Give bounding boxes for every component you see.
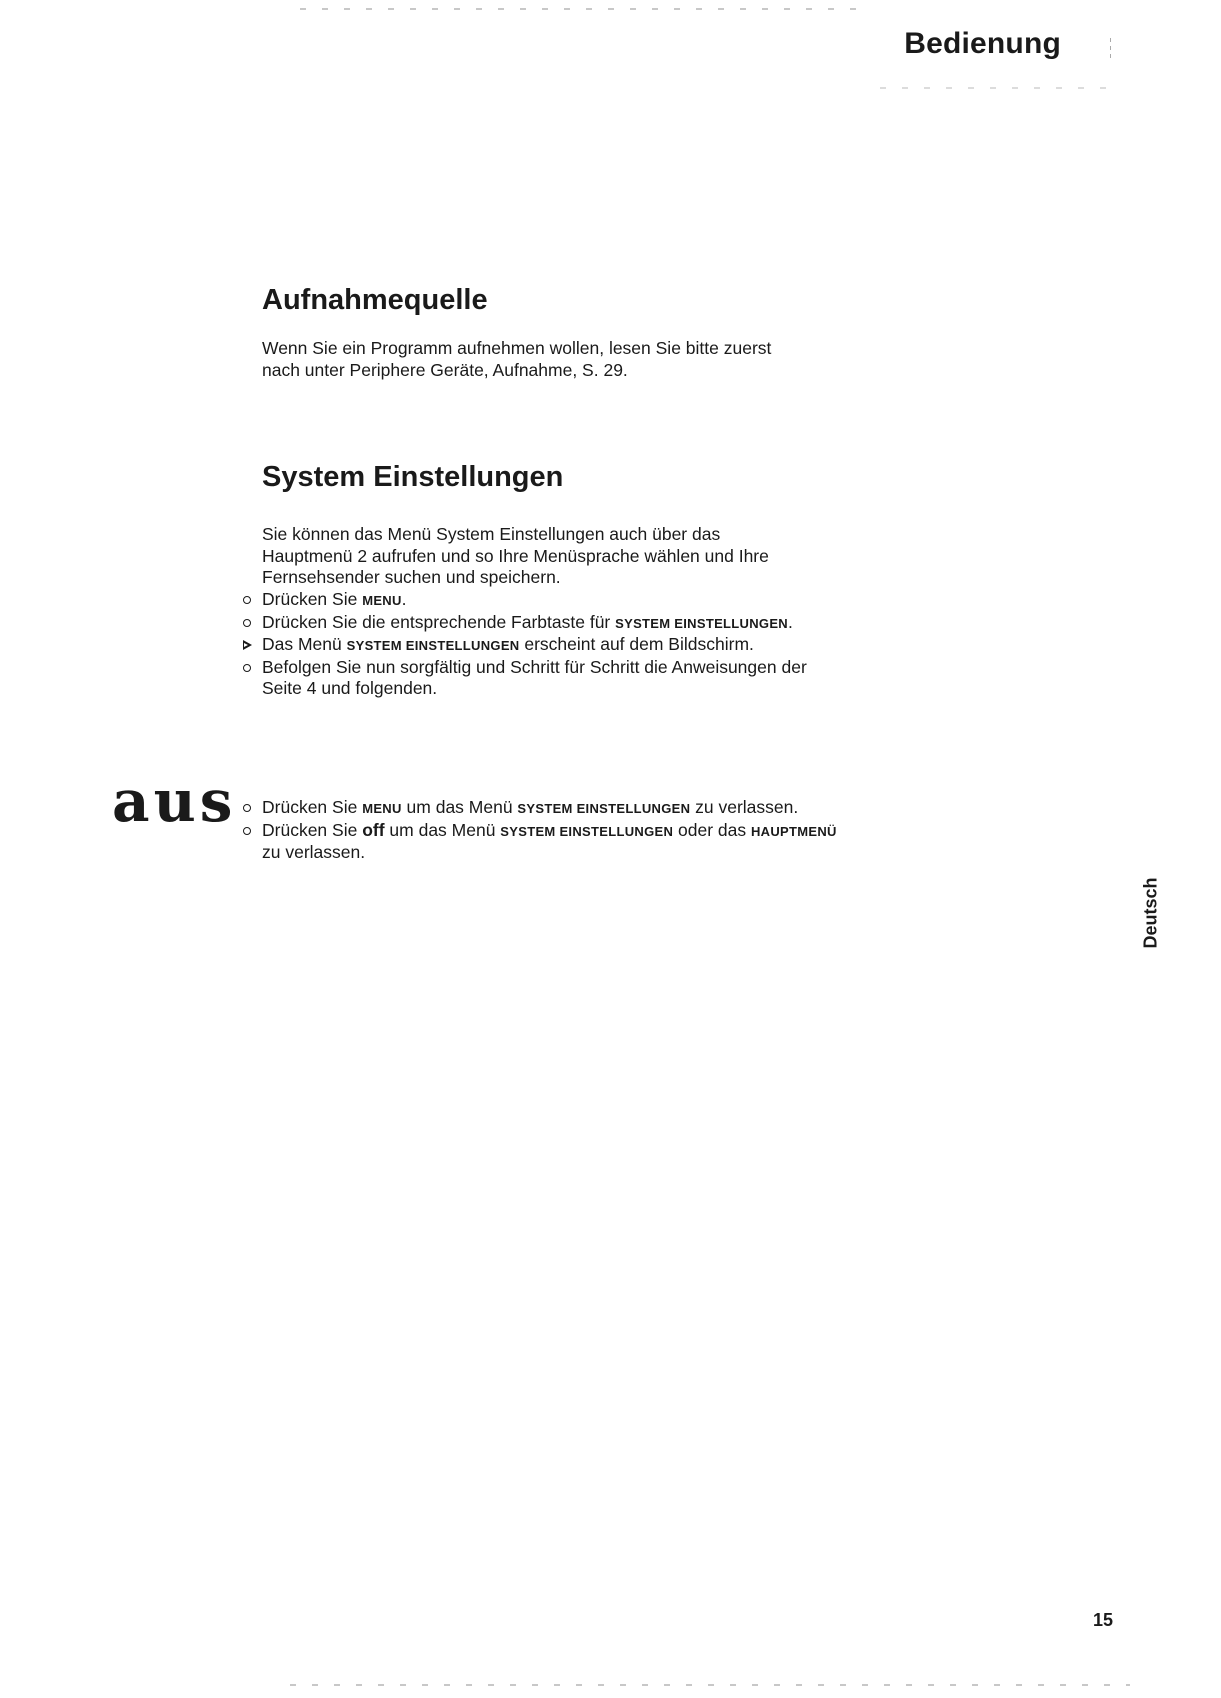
menu-label-system-einstellungen: SYSTEM EINSTELLUNGEN	[500, 823, 674, 839]
key-label-menu: MENU	[362, 593, 402, 608]
system-intro-line-1: Sie können das Menü System Einstellungen auch über das	[262, 524, 721, 544]
key-label-menu: MENU	[362, 801, 402, 816]
header-margin-mark	[1110, 38, 1111, 62]
list-item: Befolgen Sie nun sorgfältig und Schritt für Schritt die Anweisungen der Seite 4 und folgenden.	[262, 657, 902, 700]
circle-bullet-icon	[240, 797, 254, 819]
list-item: Drücken Sie off um das Menü SYSTEM EINSTELLUNGEN oder das HAUPTMENÜ zu verlassen.	[262, 820, 902, 864]
scan-artifact-top	[300, 8, 860, 10]
circle-bullet-icon	[240, 820, 254, 842]
system-intro-line-3: Fernsehsender suchen und speichern.	[262, 567, 561, 587]
list-item: Drücken Sie die entsprechende Farbtaste für SYSTEM EINSTELLUNGEN.	[262, 612, 902, 635]
heading-aufnahmequelle: Aufnahmequelle	[262, 284, 488, 316]
aufnahmequelle-line-1: Wenn Sie ein Programm aufnehmen wollen, lesen Sie bitte zuerst	[262, 338, 772, 358]
menu-label-hauptmenu: HAUPTMENÜ	[750, 823, 837, 839]
page-number: 15	[1093, 1610, 1114, 1630]
key-label-off: off	[362, 819, 385, 840]
scan-artifact-bottom	[290, 1684, 1130, 1686]
list-item: Das Menü SYSTEM EINSTELLUNGEN erscheint auf dem Bildschirm.	[262, 634, 902, 657]
list-item: Drücken Sie MENU um das Menü SYSTEM EINSTELLUNGEN zu verlassen.	[262, 797, 902, 820]
aufnahmequelle-line-2: nach unter Periphere Geräte, Aufnahme, S. 29.	[262, 359, 628, 380]
circle-bullet-icon	[240, 657, 254, 679]
system-intro-line-2: Hauptmenü 2 aufrufen und so Ihre Menüsprache wählen und Ihre	[262, 545, 769, 566]
menu-label-system-einstellungen: SYSTEM EINSTELLUNGEN	[517, 801, 691, 816]
system-intro-paragraph	[262, 524, 902, 589]
menu-label-system-einstellungen: SYSTEM EINSTELLUNGEN	[615, 615, 788, 631]
aufnahmequelle-paragraph	[262, 338, 902, 381]
list-item: Drücken Sie MENU.	[262, 589, 902, 612]
scan-artifact-header-rule	[880, 87, 1120, 89]
result-arrow-icon	[240, 634, 254, 657]
language-side-tab-label: Deutsch	[1140, 877, 1161, 949]
language-side-tab	[1138, 868, 1164, 958]
circle-bullet-icon	[240, 612, 254, 634]
aus-steps-list	[262, 797, 902, 864]
circle-bullet-icon	[240, 589, 254, 611]
heading-system-einstellungen: System Einstellungen	[262, 461, 564, 493]
aus-margin-label: aus	[112, 767, 237, 835]
page-header-title: Bedienung	[904, 27, 1061, 60]
menu-label-system-einstellungen: SYSTEM EINSTELLUNGEN	[346, 638, 520, 653]
system-steps-list	[262, 589, 902, 700]
